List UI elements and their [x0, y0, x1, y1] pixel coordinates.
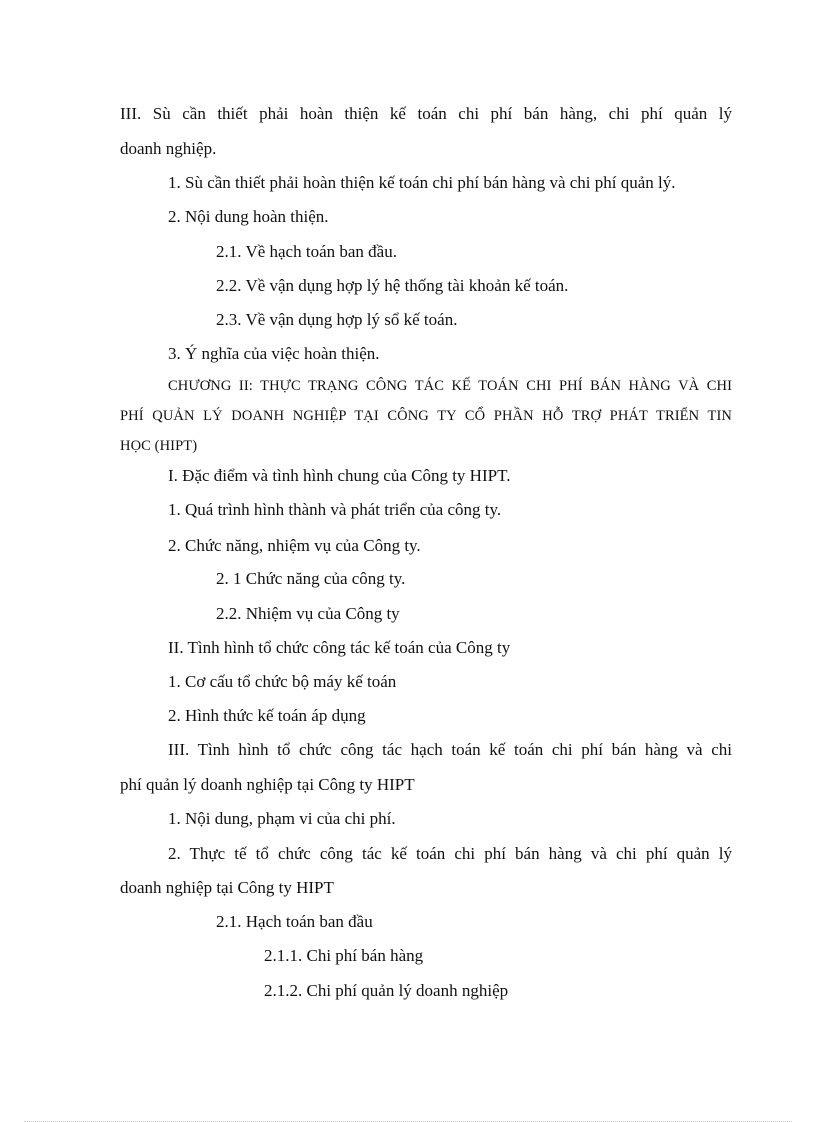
- toc-section-3-line-1: III. Tình hình tổ chức công tác hạch toán kế toán chi phí bán hàng và chi: [168, 740, 732, 759]
- toc-section-1: I. Đặc điểm và tình hình chung của Công ty HIPT.: [168, 466, 511, 485]
- toc-section-1-subitem-2-1: 2. 1 Chức năng của công ty.: [216, 569, 406, 588]
- toc-section-1-subitem-2-2: 2.2. Nhiệm vụ của Công ty: [216, 604, 400, 623]
- toc-section-2: II. Tình hình tổ chức công tác kế toán của Công ty: [168, 638, 511, 657]
- toc-item-1: 1. Sù cần thiết phải hoàn thiện kế toán chi phí bán hàng và chi phí quản lý.: [168, 173, 676, 192]
- toc-section-1-item-2: 2. Chức năng, nhiệm vụ của Công ty.: [168, 536, 421, 555]
- chapter-heading-line-2: PHÍ QUẢN LÝ DOANH NGHIỆP TẠI CÔNG TY CỔ PHẦN HỖ TRỢ PHÁT TRIỂN TIN: [120, 408, 732, 424]
- toc-section-3-item-2-line-1: 2. Thực tế tổ chức công tác kế toán chi phí bán hàng và chi phí quản lý: [168, 844, 732, 863]
- toc-subitem-2-2: 2.2. Về vận dụng hợp lý hệ thống tài khoản kế toán.: [216, 276, 569, 295]
- toc-section-3-subitem-2-1: 2.1. Hạch toán ban đầu: [216, 912, 373, 931]
- toc-section-3-line-2: phí quản lý doanh nghiệp tại Công ty HIPT: [120, 775, 415, 794]
- toc-item-2: 2. Nội dung hoàn thiện.: [168, 207, 329, 226]
- toc-item-3: 3. Ý nghĩa của việc hoàn thiện.: [168, 344, 380, 363]
- toc-section-3-item-2-line-2: doanh nghiệp tại Công ty HIPT: [120, 878, 334, 897]
- toc-subitem-2-3: 2.3. Về vận dụng hợp lý sổ kế toán.: [216, 310, 458, 329]
- toc-heading-section-3-line-1: III. Sù cần thiết phải hoàn thiện kế toán chi phí bán hàng, chi phí quản lý: [120, 104, 732, 123]
- toc-section-2-item-2: 2. Hình thức kế toán áp dụng: [168, 706, 366, 725]
- page-bottom-divider: [24, 1121, 792, 1122]
- toc-subitem-2-1: 2.1. Về hạch toán ban đầu.: [216, 242, 397, 261]
- toc-section-2-item-1: 1. Cơ cấu tổ chức bộ máy kế toán: [168, 672, 397, 691]
- chapter-heading-line-1: CHƯƠNG II: THỰC TRẠNG CÔNG TÁC KẾ TOÁN CHI PHÍ BÁN HÀNG VÀ CHI: [168, 378, 732, 394]
- toc-heading-section-3-line-2: doanh nghiệp.: [120, 139, 217, 158]
- toc-section-3-subitem-2-1-1: 2.1.1. Chi phí bán hàng: [264, 946, 424, 965]
- chapter-heading-line-3: HỌC (HIPT): [120, 438, 198, 454]
- toc-section-3-subitem-2-1-2: 2.1.2. Chi phí quản lý doanh nghiệp: [264, 981, 509, 1000]
- toc-section-3-item-1: 1. Nội dung, phạm vi của chi phí.: [168, 809, 396, 828]
- toc-section-1-item-1: 1. Quá trình hình thành và phát triển của công ty.: [168, 500, 502, 519]
